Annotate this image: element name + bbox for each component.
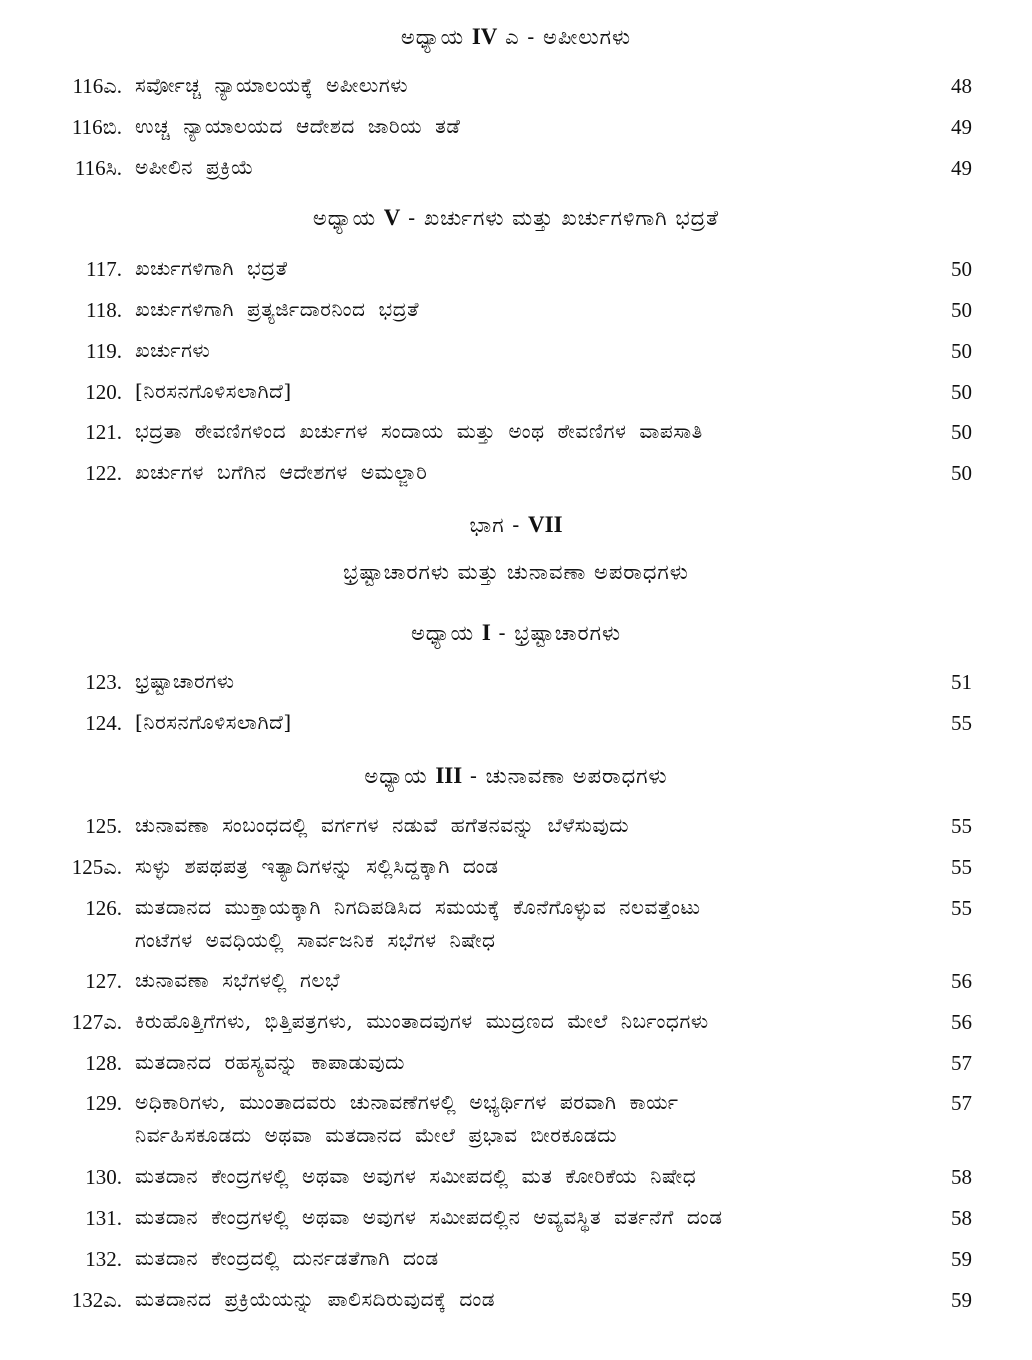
chapter-heading-4a [0,24,1032,50]
section-title: ಮತದಾನ ಕೇಂದ್ರಗಳಲ್ಲಿ ಅಥವಾ ಅವುಗಳ ಸಮೀಪದಲ್ಲಿ ಮತ ಕೋರಿಕೆಯ ನಿಷೇಧ [135,1164,697,1188]
chapter-title: - ಭ್ರಷ್ಟಾಚಾರಗಳು [498,621,622,645]
toc-entry [0,377,1032,407]
chapter-number: III [435,763,463,788]
toc-entry [0,708,1032,738]
section-title: ಸರ್ವೋಚ್ಚ ನ್ಯಾಯಾಲಯಕ್ಕೆ ಅಪೀಲುಗಳು [135,73,409,97]
toc-entry [0,1162,1032,1192]
section-title: [ನಿರಸನಗೊಳಿಸಲಾಗಿದೆ] [135,710,292,734]
section-title: ಅಪೀಲಿನ ಪ್ರಕ್ರಿಯೆ [135,155,254,179]
page-number: 57 [951,1091,972,1115]
chapter-number: IV [471,24,498,49]
page-number: 50 [951,420,972,444]
section-title: ಭ್ರಷ್ಟಾಚಾರಗಳು [135,669,235,693]
toc-entry [0,966,1032,996]
chapter-word: ಅಧ್ಯಾಯ [400,25,465,49]
section-number: 116ಬಿ. [71,115,122,139]
toc-entry [0,112,1032,142]
section-number: 116ಸಿ. [74,156,122,180]
page-number: 59 [951,1247,972,1271]
chapter-number: V [383,205,401,230]
section-number: 116ಎ. [72,74,122,98]
section-title-continued: ನಿರ್ವಹಿಸಕೂಡದು ಅಥವಾ ಮತದಾನದ ಮೇಲೆ ಪ್ರಭಾವ ಬೀರಕೂಡದು [135,1123,618,1147]
page-number: 58 [951,1206,972,1230]
toc-entry [0,458,1032,488]
toc-entry [0,71,1032,101]
page-number: 50 [951,461,972,485]
chapter-title: - ಚುನಾವಣಾ ಅಪರಾಧಗಳು [469,764,668,788]
chapter-heading-1 [0,620,1032,646]
page-number: 56 [951,969,972,993]
chapter-title: - ಖರ್ಚುಗಳು ಮತ್ತು ಖರ್ಚುಗಳಿಗಾಗಿ ಭದ್ರತೆ [408,206,720,230]
section-title: ಸುಳ್ಳು ಶಪಥಪತ್ರ ಇತ್ಯಾದಿಗಳನ್ನು ಸಲ್ಲಿಸಿದ್ದಕ್ಕಾಗಿ ದಂಡ [135,854,499,878]
section-number: 123. [85,670,122,694]
toc-entry [0,893,1032,952]
section-title: ಮತದಾನ ಕೇಂದ್ರಗಳಲ್ಲಿ ಅಥವಾ ಅವುಗಳ ಸಮೀಪದಲ್ಲಿನ ಅವ್ಯವಸ್ಥಿತ ವರ್ತನೆಗೆ ದಂಡ [135,1205,723,1229]
section-number: 119. [86,339,122,363]
toc-entry [0,1244,1032,1274]
section-title-continued: ಗಂಟೆಗಳ ಅವಧಿಯಲ್ಲಿ ಸಾರ್ವಜನಿಕ ಸಭೆಗಳ ನಿಷೇಧ [135,928,496,952]
toc-entry [0,153,1032,183]
page-number: 49 [951,115,972,139]
part-title: ಭ್ರಷ್ಟಾಚಾರಗಳು ಮತ್ತು ಚುನಾವಣಾ ಅಪರಾಧಗಳು [343,560,689,584]
section-number: 118. [86,298,122,322]
section-number: 125ಎ. [71,855,122,879]
page-number: 58 [951,1165,972,1189]
section-number: 131. [85,1206,122,1230]
section-title: ಖರ್ಚುಗಳಿಗಾಗಿ ಪ್ರತ್ಯರ್ಜಿದಾರನಿಂದ ಭದ್ರತೆ [135,297,420,321]
part-heading [0,512,1032,538]
toc-entry [0,336,1032,366]
chapter-heading-3 [0,763,1032,789]
section-number: 122. [85,461,122,485]
page-number: 51 [951,670,972,694]
section-number: 127ಎ. [71,1010,122,1034]
page-number: 55 [951,896,972,920]
page-number: 56 [951,1010,972,1034]
chapter-number: I [481,620,491,645]
toc-entry [0,1088,1032,1147]
toc-entry [0,811,1032,841]
section-title: ಚುನಾವಣಾ ಸಂಬಂಧದಲ್ಲಿ ವರ್ಗಗಳ ನಡುವೆ ಹಗೆತನವನ್ನು ಬೆಳೆಸುವುದು [135,813,630,837]
part-number: VII [528,512,563,537]
section-title: ಖರ್ಚುಗಳ ಬಗೆಗಿನ ಆದೇಶಗಳ ಅಮಲ್ಜಾರಿ [135,460,428,484]
section-title: ಮತದಾನದ ರಹಸ್ಯವನ್ನು ಕಾಪಾಡುವುದು [135,1050,406,1074]
chapter-word: ಅಧ್ಯಾಯ [312,206,377,230]
section-number: 130. [85,1165,122,1189]
section-title: ಖರ್ಚುಗಳು [135,338,211,362]
toc-entry [0,295,1032,325]
chapter-word: ಅಧ್ಯಾಯ [364,764,428,788]
section-number: 120. [85,380,122,404]
page-number: 48 [951,74,972,98]
page-number: 55 [951,855,972,879]
section-number: 132ಎ. [71,1288,122,1312]
page-number: 59 [951,1288,972,1312]
section-number: 121. [85,420,122,444]
section-title: ಖರ್ಚುಗಳಿಗಾಗಿ ಭದ್ರತೆ [135,256,288,280]
page-number: 55 [951,711,972,735]
page-number: 50 [951,339,972,363]
toc-entry [0,254,1032,284]
section-number: 127. [85,969,122,993]
section-number: 129. [85,1091,122,1115]
page-number: 50 [951,380,972,404]
toc-entry [0,1007,1032,1037]
section-title: ಉಚ್ಚ ನ್ಯಾಯಾಲಯದ ಆದೇಶದ ಜಾರಿಯ ತಡೆ [135,114,461,138]
section-title: ಮತದಾನದ ಪ್ರಕ್ರಿಯೆಯನ್ನು ಪಾಲಿಸದಿರುವುದಕ್ಕೆ ದಂಡ [135,1287,496,1311]
chapter-heading-5 [0,205,1032,231]
section-title: ಭದ್ರತಾ ಠೇವಣಿಗಳಿಂದ ಖರ್ಚುಗಳ ಸಂದಾಯ ಮತ್ತು ಅಂಥ ಠೇವಣಿಗಳ ವಾಪಸಾತಿ [135,419,703,443]
chapter-word: ಅಧ್ಯಾಯ [410,621,475,645]
page-number: 57 [951,1051,972,1075]
page-number: 55 [951,814,972,838]
section-number: 125. [85,814,122,838]
section-number: 117. [86,257,122,281]
section-number: 132. [85,1247,122,1271]
part-word: ಭಾಗ - [469,513,521,537]
section-title: ಕಿರುಹೊತ್ತಿಗೆಗಳು, ಭಿತ್ತಿಪತ್ರಗಳು, ಮುಂತಾದವುಗಳ ಮುದ್ರಣದ ಮೇಲೆ ನಿರ್ಬಂಧಗಳು [135,1009,709,1033]
toc-entry [0,852,1032,882]
toc-entry [0,1285,1032,1315]
section-title: ಚುನಾವಣಾ ಸಭೆಗಳಲ್ಲಿ ಗಲಭೆ [135,968,341,992]
section-number: 126. [85,896,122,920]
toc-entry [0,1203,1032,1233]
toc-entry [0,417,1032,447]
section-title: ಮತದಾನದ ಮುಕ್ತಾಯಕ್ಕಾಗಿ ನಿಗದಿಪಡಿಸಿದ ಸಮಯಕ್ಕೆ ಕೊನೆಗೊಳ್ಳುವ ನಲವತ್ತೆಂಟು [135,895,701,919]
section-number: 124. [85,711,122,735]
toc-entry [0,667,1032,697]
page-number: 49 [951,156,972,180]
chapter-title: ಎ - ಅಪೀಲುಗಳು [505,25,632,49]
toc-entry [0,1048,1032,1078]
section-number: 128. [85,1051,122,1075]
page-number: 50 [951,257,972,281]
section-title: ಮತದಾನ ಕೇಂದ್ರದಲ್ಲಿ ದುರ್ನಡತೆಗಾಗಿ ದಂಡ [135,1246,439,1270]
page-number: 50 [951,298,972,322]
section-title: ಅಧಿಕಾರಿಗಳು, ಮುಂತಾದವರು ಚುನಾವಣೆಗಳಲ್ಲಿ ಅಭ್ಯರ್ಥಿಗಳ ಪರವಾಗಿ ಕಾರ್ಯ [135,1090,679,1114]
section-title: [ನಿರಸನಗೊಳಿಸಲಾಗಿದೆ] [135,379,292,403]
